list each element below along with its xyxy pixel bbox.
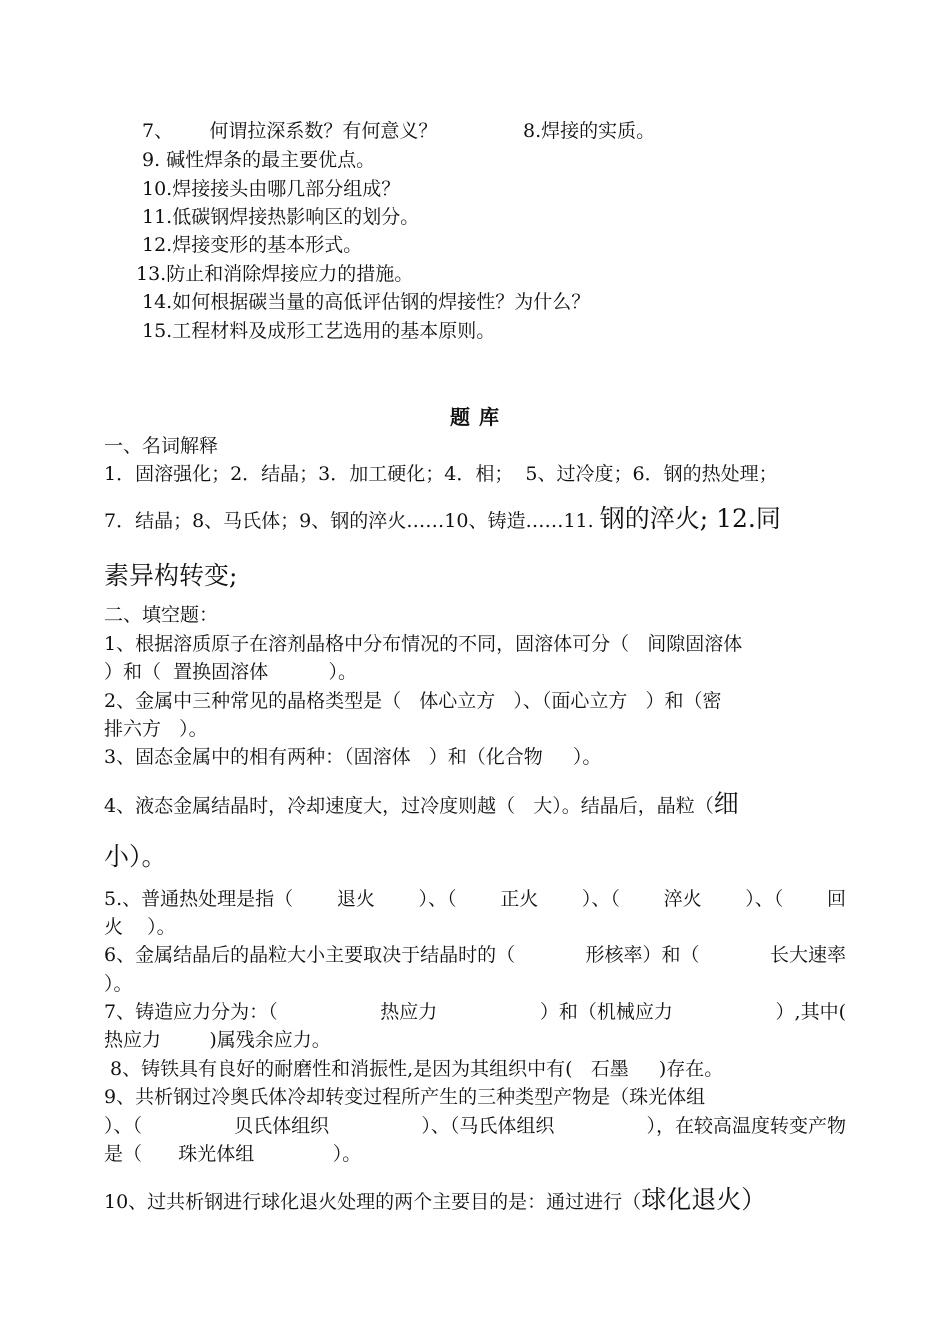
fill-6-line-1 bbox=[104, 946, 846, 965]
fill-9-line-1: 9、共析钢过冷奥氏体冷却转变过程所产生的三种类型产物是（珠光体组 bbox=[104, 1086, 706, 1108]
fill-5-seg: ）、（ bbox=[418, 888, 457, 910]
question-13: 13.防止和消除焊接应力的措施。 bbox=[136, 263, 414, 285]
fill-5-seg: ）、（ bbox=[581, 888, 620, 910]
fill-10-large-text: 球化退火） bbox=[641, 1185, 767, 1214]
fill-7-seg: ）和（机械应力 bbox=[539, 1001, 673, 1023]
fill-6-line-2: ）。 bbox=[104, 973, 133, 995]
terms-line-2 bbox=[104, 506, 781, 531]
fill-10-line-1 bbox=[104, 1187, 766, 1212]
fill-1-line-2: ）和（ 置换固溶体 ）。 bbox=[104, 661, 357, 683]
fill-5-line-1 bbox=[104, 890, 846, 909]
fill-5-seg: 退火 bbox=[336, 888, 375, 910]
section-heading-fill-in: 二、填空题： bbox=[104, 604, 219, 626]
fill-9-seg: ）、（马氏体组织 bbox=[421, 1115, 555, 1137]
fill-6-seg: 6、金属结晶后的晶粒大小主要取决于结晶时的（ bbox=[104, 944, 516, 966]
terms-line-2-text: 7．结晶；8、马氏体；9、钢的淬火……10、铸造……11. bbox=[104, 510, 600, 532]
question-9: 9. 碱性焊条的最主要优点。 bbox=[142, 149, 376, 171]
fill-6-seg: 长大速率 bbox=[769, 944, 846, 966]
question-8: 8.焊接的实质。 bbox=[523, 120, 656, 142]
question-7: 7、 何谓拉深系数？有何意义？ bbox=[142, 120, 438, 142]
fill-10-text: 10、过共析钢进行球化退火处理的两个主要目的是：通过进行（ bbox=[104, 1191, 642, 1213]
fill-9-seg: 贝氏体组织 bbox=[234, 1115, 330, 1137]
fill-2-line-2: 排六方 ）。 bbox=[104, 718, 208, 740]
fill-5-line-2: 火 ）。 bbox=[104, 916, 176, 938]
fill-7-seg: 热应力 bbox=[380, 1001, 438, 1023]
fill-4-line-1 bbox=[104, 791, 739, 816]
fill-7-line-1 bbox=[104, 1003, 846, 1022]
fill-4-line-2: 小）。 bbox=[104, 842, 167, 871]
fill-4-text: 4、液态金属结晶时，冷却速度大，过冷度则越（ 大）。结晶后，晶粒（ bbox=[104, 795, 714, 817]
question-11: 11.低碳钢焊接热影响区的划分。 bbox=[142, 206, 420, 228]
fill-7-seg: 7、铸造应力分为：（ bbox=[104, 1001, 278, 1023]
fill-6-seg: 形核率）和（ bbox=[585, 944, 700, 966]
fill-9-line-3: 是（ 珠光体组 ）。 bbox=[104, 1143, 362, 1165]
fill-5-seg: 回 bbox=[826, 888, 846, 910]
fill-5-seg: 5.、普通热处理是指（ bbox=[104, 888, 294, 910]
page-title: 题 库 bbox=[450, 405, 500, 429]
fill-7-seg: ）,其中( bbox=[775, 1001, 846, 1023]
question-14: 14.如何根据碳当量的高低评估钢的焊接性？为什么？ bbox=[142, 291, 591, 313]
fill-1-line-1: 1、根据溶质原子在溶剂晶格中分布情况的不同，固溶体可分（ 间隙固溶体 bbox=[104, 633, 743, 655]
question-10: 10.焊接接头由哪几部分组成？ bbox=[142, 178, 401, 200]
fill-2-line-1: 2、金属中三种常见的晶格类型是（ 体心立方 ）、（面心立方 ）和（密 bbox=[104, 690, 722, 712]
fill-9-seg: ），在较高温度转变产物 bbox=[646, 1115, 846, 1137]
fill-5-seg: 正火 bbox=[500, 888, 539, 910]
question-15: 15.工程材料及成形工艺选用的基本原则。 bbox=[142, 320, 496, 342]
fill-3: 3、固态金属中的相有两种：（固溶体 ）和（化合物 ）。 bbox=[104, 746, 602, 768]
question-12: 12.焊接变形的基本形式。 bbox=[142, 234, 363, 256]
terms-line-1: 1．固溶强化；2．结晶；3．加工硬化；4．相； 5、过冷度；6．钢的热处理； bbox=[104, 463, 778, 485]
terms-line-3: 素异构转变; bbox=[104, 561, 238, 590]
fill-5-seg: 淬火 bbox=[663, 888, 702, 910]
terms-line-2-large-text: 钢的淬火; 12.同 bbox=[599, 504, 781, 533]
fill-9-line-2 bbox=[104, 1117, 846, 1136]
fill-8: 8、铸铁具有良好的耐磨性和消振性,是因为其组织中有( 石墨 )存在。 bbox=[104, 1058, 724, 1080]
fill-5-seg: ）、（ bbox=[745, 888, 784, 910]
fill-7-line-2: 热应力 )属残余应力。 bbox=[104, 1029, 331, 1051]
fill-4-large-char: 细 bbox=[713, 789, 739, 818]
section-heading-terms: 一、名词解释 bbox=[104, 435, 219, 457]
fill-9-seg: ）、（ bbox=[104, 1115, 143, 1137]
